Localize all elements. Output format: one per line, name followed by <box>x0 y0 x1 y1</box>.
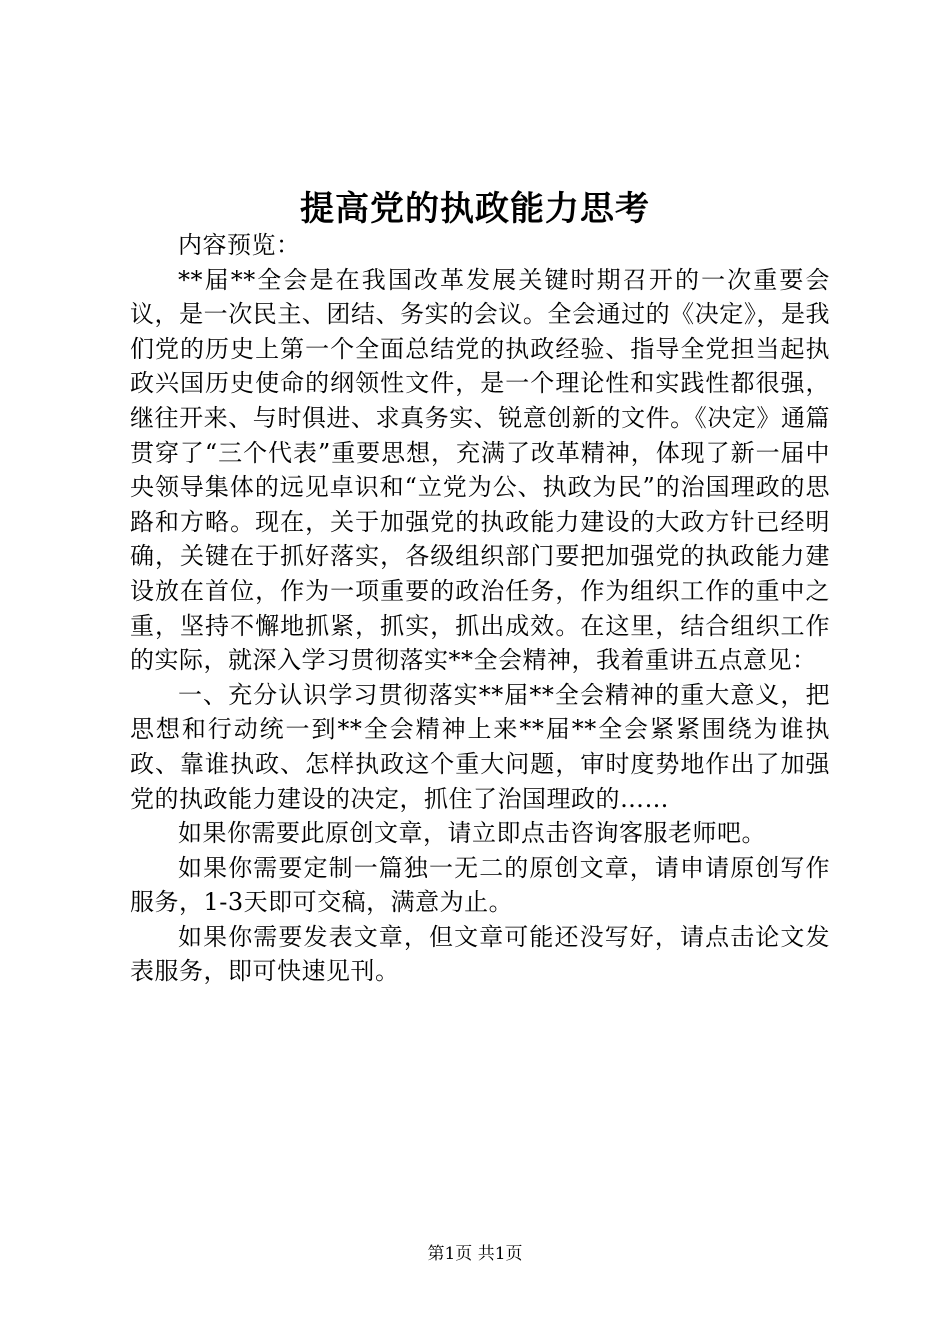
document-body <box>130 228 830 989</box>
document-title: 提高党的执政能力思考 <box>300 189 650 229</box>
promo-custom-text: 如果你需要定制一篇独一无二的原创文章，请申请原创写作服务，1-3天即可交稿，满意为止。 <box>130 853 830 917</box>
body-paragraph-intro: **届**全会是在我国改革发展关键时期召开的一次重要会议，是一次民主、团结、务实的会议。全会通过的《决定》，是我们党的历史上第一个全面总结党的执政经验、指导全党担当起执政兴国历史使命的纲领性文件，是一个理论性和实践性都很强，继往开来、与时俱进、求真务实、锐意创新的文件。《决定》通篇贯穿了“三个代表”重要思想，充满了改革精神，体现了新一届中央领导集体的远见卓识和“立党为公、执政为民”的治国理政的思路和方略。现在，关于加强党的执政能力建设的大政方针已经明确，关键在于抓好落实，各级组织部门要把加强党的执政能力建设放在首位，作为一项重要的政治任务，作为组织工作的重中之重，坚持不懈地抓紧，抓实，抓出成效。在这里，结合组织工作的实际，就深入学习贯彻落实**全会精神，我着重讲五点意见： <box>130 265 830 675</box>
preview-label: 内容预览： <box>178 231 301 259</box>
body-paragraph-point-one: 一、充分认识学习贯彻落实**届**全会精神的重大意义，把思想和行动统一到**全会精神上来**届**全会紧紧围绕为谁执政、靠谁执政、怎样执政这个重大问题，审时度势地作出了加强党的执政能力建设的决定，抓住了治国理政的…… <box>130 680 830 813</box>
promo-consult-text: 如果你需要此原创文章，请立即点击咨询客服老师吧。 <box>178 819 766 848</box>
promo-publish-text: 如果你需要发表文章，但文章可能还没写好，请点击论文发表服务，即可快速见刊。 <box>130 922 830 986</box>
page-number-footer: 第1页 共1页 <box>427 1244 523 1264</box>
